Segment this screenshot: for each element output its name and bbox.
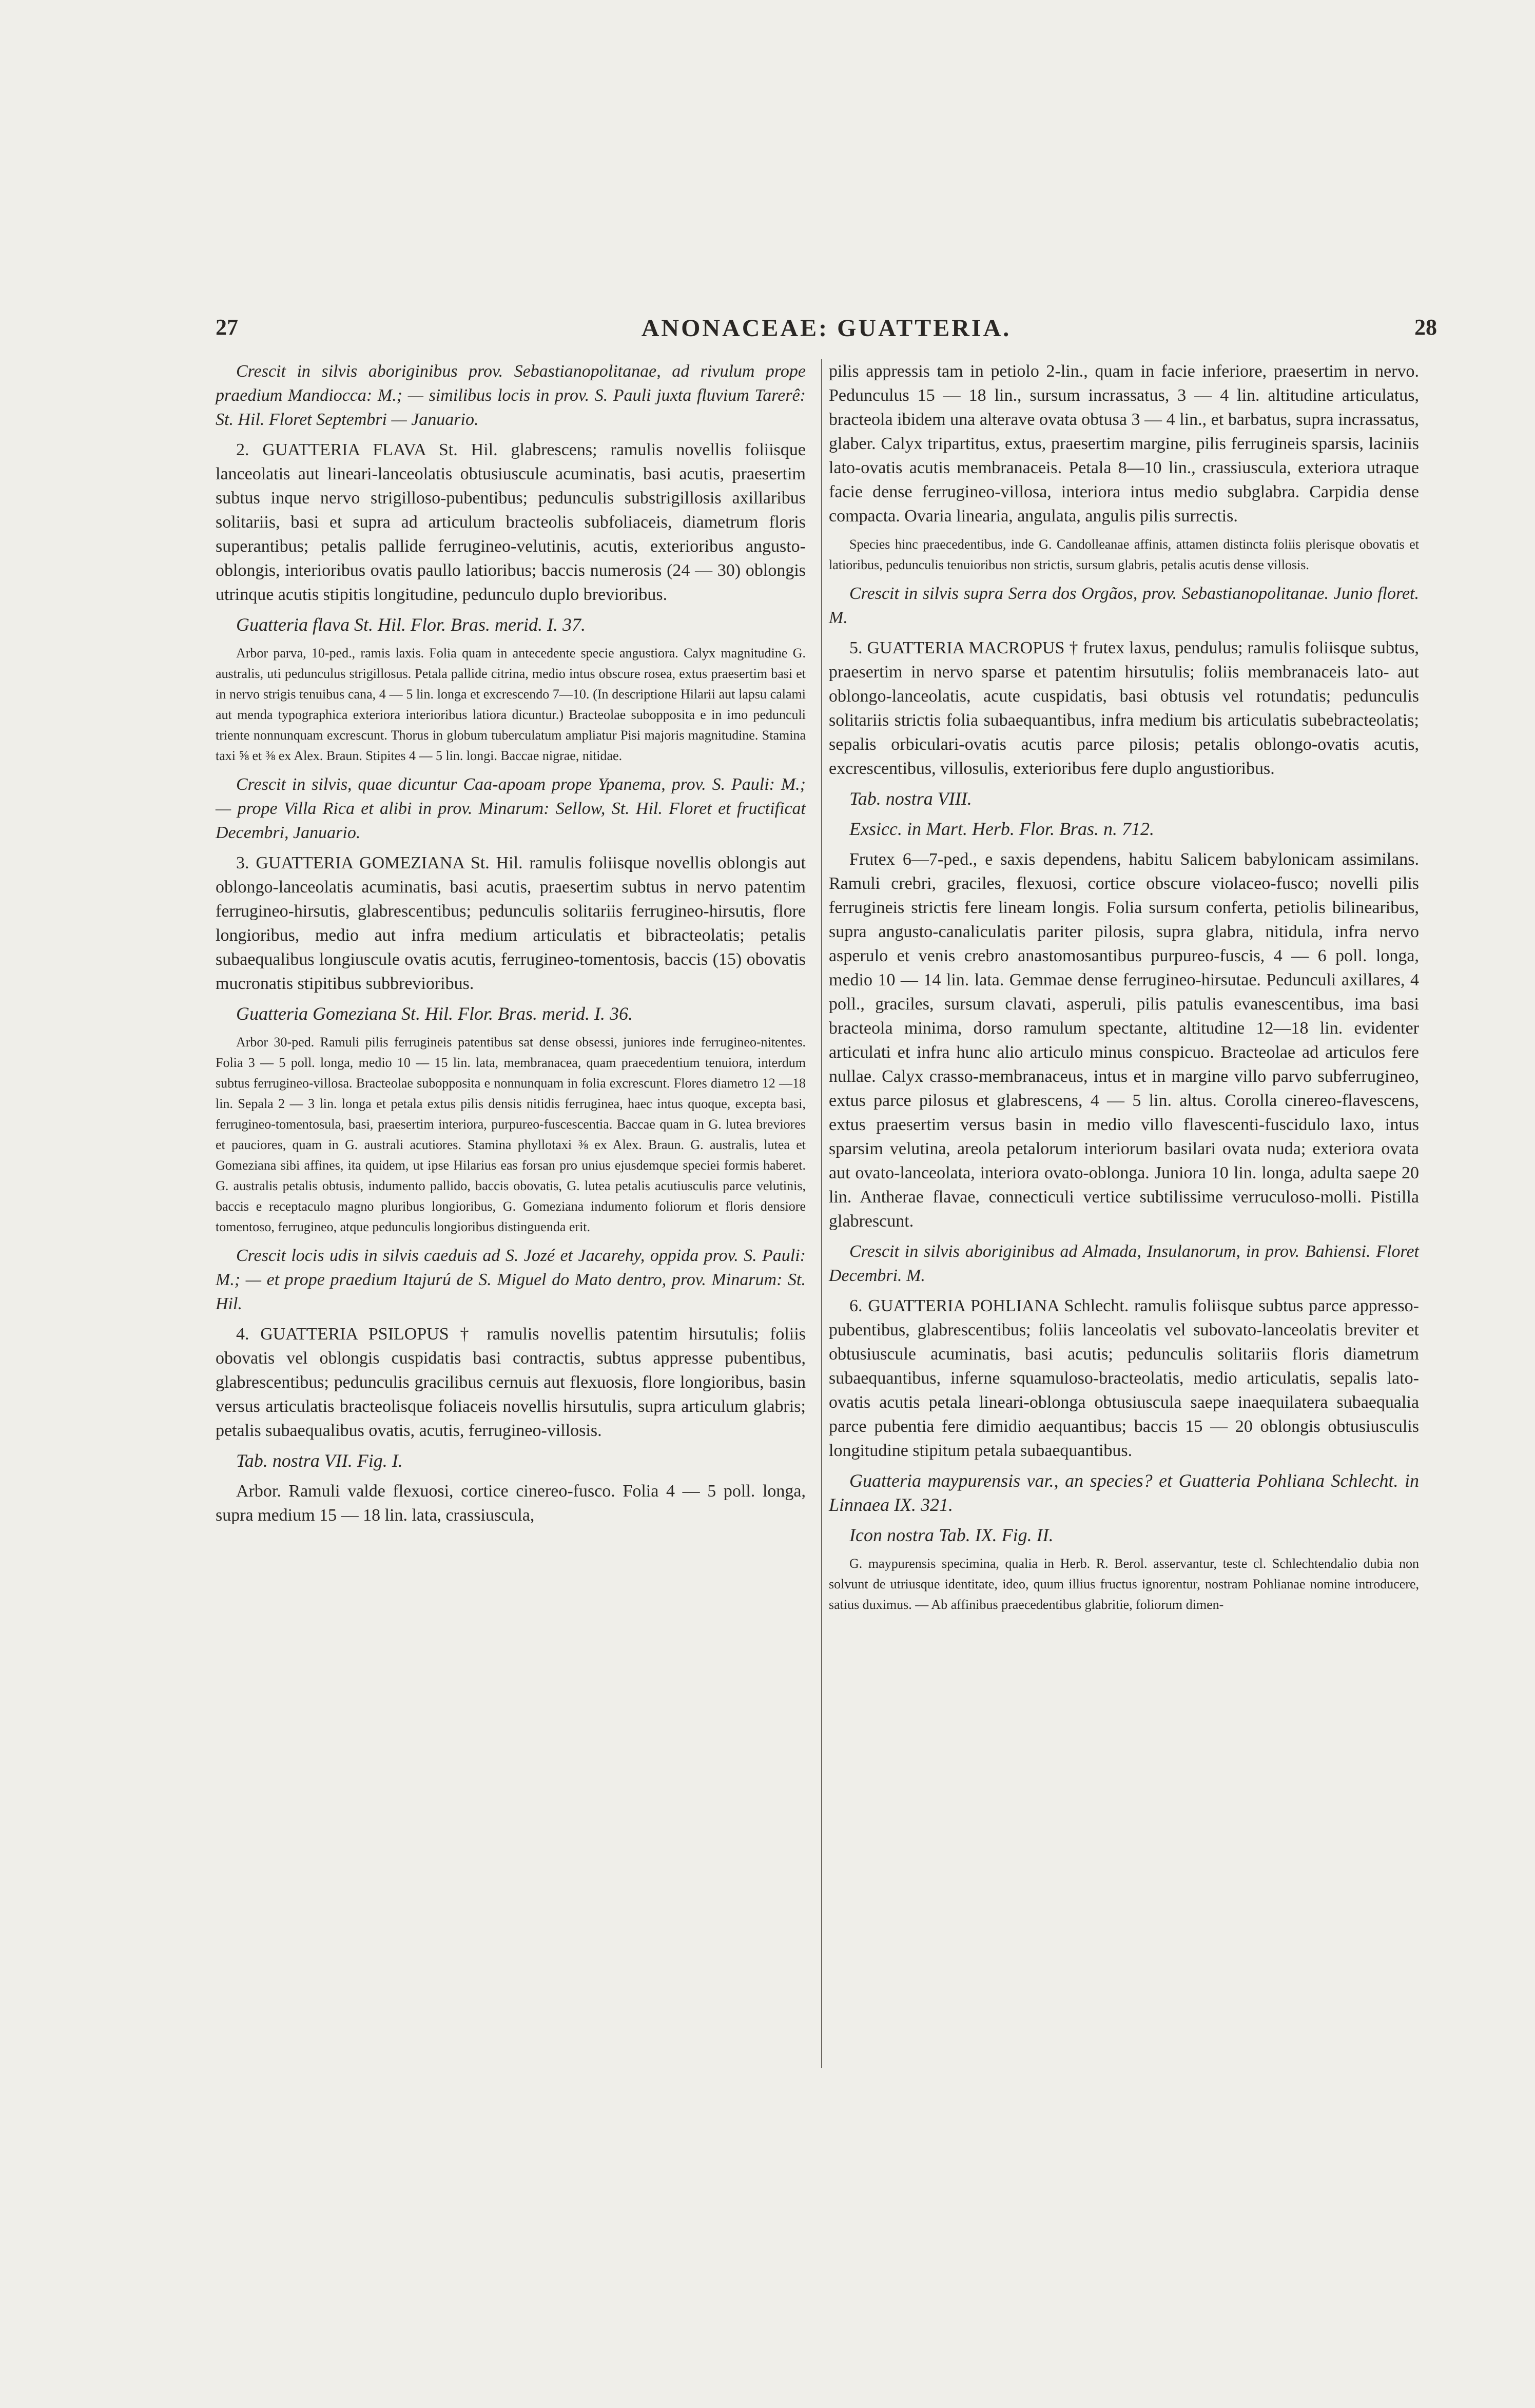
species-description-guatteria-flava: 2. GUATTERIA FLAVA St. Hil. glabrescens; ramulis novellis foliisque lanceolatis aut lineari-lanceolatis obtusiuscule acuminatis, basi acutis, praesertim subtus inque nervo strigilloso-pubentibus; pedunculis substrigillosis axillaribus solitariis, basi et supra ad articulum bracteolis subfoliaceis, diametrum floris superantibus; petalis pallide ferrugineo-velutinis, acutis, exterioribus angusto-oblongis, interioribus ovatis paullo latioribus; baccis numerosis (24 — 30) oblongis utrinque acutis stipitis longitudine, pedunculo duplo brevioribus. — [216, 440, 806, 604]
page-number-right: 28 — [1414, 315, 1437, 340]
locality-note: Crescit in silvis aboriginibus ad Almada, Insulanorum, in prov. Bahiensi. Floret Decembri. M. — [829, 1242, 1419, 1285]
species-description-guatteria-gomeziana: 3. GUATTERIA GOMEZIANA St. Hil. ramulis foliisque novellis oblongis aut oblongo-lanceolatis acuminatis, basi acutis, praesertim subtus in nervo patentim ferrugineo-hirsutis, glabrescentibus; pedunculis solitariis ferrugineo-hirsutis, flore longioribus, medio aut infra medium articulatis et bibracteolatis; petalis subaequalibus longiuscule ovatis acutis, ferrugineo-tomentosis, baccis (15) obovatis mucronatis stipitibus subbrevioribus. — [216, 853, 806, 993]
reference-citation: Guatteria Gomeziana St. Hil. Flor. Bras. merid. I. 36. — [236, 1003, 633, 1024]
locality-note: Crescit in silvis supra Serra dos Orgãos, prov. Sebastianopolitanae. Junio floret. M. — [829, 584, 1419, 627]
affinity-note: Species hinc praecedentibus, inde G. Candolleanae affinis, attamen distincta foliis plerisque obovatis et latioribus, pedunculis tenuioribus non strictis, sursum glabris, petalis acutis dense villosis. — [829, 537, 1419, 572]
plate-reference: Icon nostra Tab. IX. Fig. II. — [849, 1525, 1054, 1545]
reference-citation: Guatteria flava St. Hil. Flor. Bras. merid. I. 37. — [236, 614, 586, 635]
detailed-description: Arbor 30-ped. Ramuli pilis ferrugineis patentibus sat dense obsessi, juniores inde ferrugineo-nitentes. Folia 3 — 5 poll. longa, medio 10 — 15 lin. lata, membranacea, quam praecedentium tenuiora, interdum subtus ferrugineo-villosa. Bracteolae subopposita e nonnunquam in folia excrescunt. Flores diametro 12 —18 lin. Sepala 2 — 3 lin. longa et petala extus pilis densis nitidis ferruginea, haec intus quoque, excepta basi, ferrugineo-tomentosula, basi, praesertim interiora, purpureo-fuscescentia. Baccae quam in G. lutea breviores et pauciores, quam in G. australi acutiores. Stamina phyllotaxi ⅜ ex Alex. Braun. G. australis, lutea et Gomeziana sibi affines, ita quidem, ut ipse Hilarius eas forsan pro unius ejusdemque speciei formis haberet. G. australis petalis obtusis, indumento pallido, baccis obovatis, G. lutea petalis acutiusculis parce velutinis, baccis e receptaculo magno pluribus longioribus, G. Gomeziana indumento foliorum et floris densiore tomentoso, ferrugineo, atque pedunculis longioribus distinguenda erit. — [216, 1035, 806, 1234]
left-column — [216, 359, 806, 1533]
column-divider — [821, 359, 822, 2068]
description-continued: pilis appressis tam in petiolo 2-lin., quam in facie inferiore, praesertim in nervo. Pedunculus 15 — 18 lin., sursum incrassatus, 3 — 4 lin. altitudine articulatus, bracteola ibidem una alterave ovata obtusa 3 — 4 lin., et barbatus, supra incrassatus, glaber. Calyx tripartitus, extus, praesertim margine, pilis ferrugineis sparsis, laciniis lato-ovatis acutis membranaceis. Petala 8—10 lin., crassiuscula, exteriora utraque facie dense ferrugineo-villosa, interiora intus medio subglabra. Carpidia dense compacta. Ovaria linearia, angulata, angulis pilis surrectis. — [829, 362, 1419, 526]
page-number-left: 27 — [216, 315, 238, 340]
synonym-citation: Guatteria maypurensis var., an species? et Guatteria Pohliana Schlecht. in Linnaea IX. 321. — [829, 1470, 1419, 1515]
detailed-description: Frutex 6—7-ped., e saxis dependens, habitu Salicem babylonicam assimilans. Ramuli crebri, graciles, flexuosi, cortice obscure violaceo-fusco; novelli pilis ferrugineis strictis fere lineam longis. Folia sursum conferta, petiolis bilinearibus, supra angusto-canaliculatis pariter pilosis, supra glabra, nitidula, infra nervo asperulo et venis crebro anastomosantibus purpureo-fuscis, 4 — 6 poll. longa, medio 10 — 14 lin. lata. Gemmae dense ferrugineo-hirsutae. Pedunculi axillares, 4 poll., graciles, sursum clavati, asperuli, pilis patulis evanescentibus, ima basi bracteola minima, dorso ramulum spectante, altitudine 12—18 lin. evidenter articulati et infra hunc alio articulo minus conspicuo. Bracteolae ad articulos fere nullae. Calyx crasso-membranaceus, intus et in margine villo parvo subferrugineo, extus parce pilosus et glabrescens, 4 — 5 lin. altus. Corolla cinereo-flavescens, extus praesertim versus basin in medio villo flavescenti-fuscidulo laxo, intus sparsim velutina, areola petalorum interiorum basilari ovata nuda; exteriora ovata aut ovato-lanceolata, interiora ovato-oblonga. Juniora 10 lin. longa, adulta saepe 20 lin. Antherae flavae, connecticuli vertice subtilissime verruculoso-molli. Pistilla glabrescunt. — [829, 850, 1419, 1231]
detailed-description: G. maypurensis specimina, qualia in Herb. R. Berol. asservantur, teste cl. Schlechtendalio dubia non solvunt de utriusque identitate, ideo, quum illius fructus ignorentur, nostram Pohlianae nomine introducere, satius duximus. — Ab affinibus praecedentibus glabritie, foliorum dimen- — [829, 1556, 1419, 1612]
locality-note: Crescit locis udis in silvis caeduis ad S. Jozé et Jacarehy, oppida prov. S. Pauli: M.; — et prope praedium Itajurú de S. Miguel do Mato dentro, prov. Minarum: St. Hil. — [216, 1246, 806, 1313]
locality-note: Crescit in silvis, quae dicuntur Caa-apoam prope Ypanema, prov. S. Pauli: M.; — prope Villa Rica et alibi in prov. Minarum: Sellow, St. Hil. Floret et fructificat Decembri, Januario. — [216, 775, 806, 842]
plate-reference: Tab. nostra VII. Fig. I. — [236, 1450, 403, 1471]
species-description-guatteria-psilopus: 4. GUATTERIA PSILOPUS † ramulis novellis patentim hirsutulis; foliis obovatis vel oblongis cuspidatis basi contractis, subtus appresse pubentibus, glabrescentibus; pedunculis gracilibus cernuis aut flexuosis, flore longioribus, basin versus articulatis bracteolisque foliaceis novellis hirsutulis, supra articulum glabris; petalis subaequalibus ovatis, acutis, ferrugineo-villosis. — [216, 1325, 806, 1440]
detailed-description: Arbor. Ramuli valde flexuosi, cortice cinereo-fusco. Folia 4 — 5 poll. longa, supra medium 15 — 18 lin. lata, crassiuscula, — [216, 1482, 806, 1525]
detailed-description: Arbor parva, 10-ped., ramis laxis. Folia quam in antecedente specie angustiora. Calyx magnitudine G. australis, uti pedunculus strigillosus. Petala pallide citrina, medio intus obscure rosea, extus praesertim basi et in nervo strigis tenuibus cana, 4 — 5 lin. longa et excrescendo 7—10. (In descriptione Hilarii aut lapsu calami aut menda typographica exteriora interioribus latiora dicuntur.) Bracteolae subopposita e in imo pedunculi triente nonnunquam excrescunt. Thorus in globum tuberculatum ampliatur Pisi majoris magnitudine. Stamina taxi ⅝ et ⅜ ex Alex. Braun. Stipites 4 — 5 lin. longi. Baccae nigrae, nitidae. — [216, 646, 806, 763]
running-title: ANONACEAE: GUATTERIA. — [641, 315, 1012, 342]
species-description-guatteria-pohliana: 6. GUATTERIA POHLIANA Schlecht. ramulis foliisque subtus parce appresso-pubentibus, glabrescentibus; foliis lanceolatis vel subovato-lanceolatis breviter et obtusiuscule acuminatis, basi acutis; pedunculis solitariis floris diametrum subaequantibus, inferne squamuloso-bracteolatis, medio articulatis, sepalis lato-ovatis acutis petala lineari-oblonga obtusiuscula saepe inaequilatera subaequalia parce pubentia fere dimidio aequantibus; baccis 15 — 20 oblongis obtusiusculis longitudine stipitum petala subaequantibus. — [829, 1296, 1419, 1460]
right-column — [829, 359, 1419, 1621]
species-description-guatteria-macropus: 5. GUATTERIA MACROPUS † frutex laxus, pendulus; ramulis foliisque subtus, praesertim in nervo sparse et patentim hirsutulis; foliis membranaceis lato- aut oblongo-lanceolatis, acute cuspidatis, basi obtusis vel rotundatis; pedunculis solitariis strictis folia subaequantibus, infra medium bis articulatis subebracteolatis; sepalis orbiculari-ovatis acutis parce pilosis; petalis oblongo-ovatis acutis, excrescentibus, villosulis, exterioribus fere duplo angustioribus. — [829, 638, 1419, 778]
plate-reference: Tab. nostra VIII. — [849, 788, 972, 809]
running-header — [216, 314, 1437, 350]
locality-note: Crescit in silvis aboriginibus prov. Sebastianopolitanae, ad rivulum prope praedium Mandiocca: M.; — similibus locis in prov. S. Pauli juxta fluvium Tarerê: St. Hil. Floret Septembri — Januario. — [216, 362, 806, 429]
exsiccata-reference: Exsicc. in Mart. Herb. Flor. Bras. n. 712. — [849, 819, 1154, 839]
